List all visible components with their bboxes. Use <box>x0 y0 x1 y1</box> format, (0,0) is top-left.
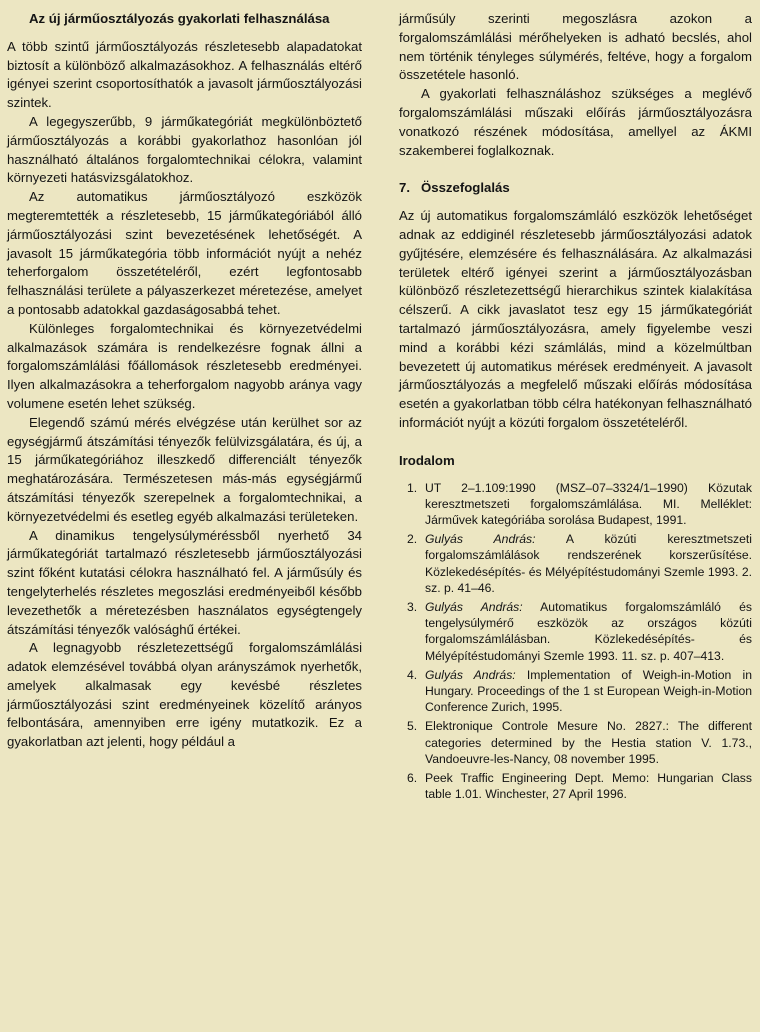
paragraph: Elegendő számú mérés elvégzése után kerülhet sor az egységjármű átszámítási tényezők felülvizsgálatára, és új, a 15 járműkategóriához illeszkedő differenciált tényezők meghatározására. Természetesen más-más egységjármű átszámítási tényezők szerepelnek a forgalomtechnikai, a környezetvédelmi és esetleg egyéb alkalmazási területeken. <box>7 414 362 524</box>
paragraph: járműsúly szerinti megoszlásra azokon a forgalomszámlálási mérőhelyeken is adható becslés, ahol nem történik tényleges súlymérés, feltéve, hogy a forgalom összetétele hasonló. <box>399 11 752 83</box>
reference-item <box>399 667 752 716</box>
reference-item <box>399 770 752 802</box>
paragraph: A dinamikus tengelysúlyméréssből nyerhető 34 járműkategóriát tartalmazó részletesebb járműosztályozási szint főként kutatási célokra használható fel. A járműsúly és tengelyterhelés részletes megoszlási eredményeiből később levezethetők a méretezésben használatos egységtengely átszámítási tényezők valósághű értékei. <box>7 527 362 637</box>
reference-text: Peek Traffic Engineering Dept. Memo: Hungarian Class table 1.01. Winchester, 27 April 1996. <box>425 770 752 802</box>
right-column <box>399 10 752 805</box>
left-column <box>7 10 362 752</box>
reference-text: A közúti keresztmetszeti forgalomszámlálások rendszerének korszerűsítése. Közlekedésépítés- és Mélyépítéstudományi Szemle 1993. 2. sz. p. 41–46. <box>425 532 752 595</box>
reference-number: 1. <box>407 480 418 495</box>
paragraph: A gyakorlati felhasználáshoz szükséges a meglévő forgalomszámlálási műszaki előírás járműosztályozásra vonatkozó részének módosítása, amellyel az ÁKMI szakemberei foglalkoznak. <box>399 86 752 158</box>
reference-item <box>399 531 752 596</box>
paragraph: A legegyszerűbb, 9 járműkategóriát megkülönböztető járműosztályozás a korábbi gyakorlathoz hasonlóan jól használható általános forgalomtechnikai célokra, valamint környezeti hatásvizsgálatokhoz. <box>7 113 362 186</box>
reference-number: 6. <box>407 770 418 785</box>
reference-item <box>399 718 752 767</box>
reference-number: 3. <box>407 599 418 614</box>
reference-item <box>399 480 752 529</box>
references-heading: Irodalom <box>399 452 455 468</box>
section-6-heading <box>7 10 362 29</box>
reference-text: Implementation of Weigh-in-Motion in Hungary. Proceedings of the 1 st European Weigh-in-Motion Conference Zurich, 1995. <box>425 667 752 715</box>
paragraph: A legnagyobb részletezettségű forgalomszámlálási adatok elemzésével továbbá olyan arányszámok nyerhetők, amelyek alkalmasak egy kevésbé részletes járműosztályozási szint eredményeinek közelítő arányos felbontására, amennyiben erre igény mutatkozik. Ez a gyakorlatban azt jelenti, hogy például a <box>7 640 362 750</box>
section-6-title: Az új járműosztályozás gyakorlati felhasználása <box>29 11 330 26</box>
reference-author: Gulyás András: <box>425 532 536 547</box>
paragraph: Az automatikus járműosztályozó eszközök megteremtették a részletesebb, 15 járműkategóriából álló járműosztályozási szint bevezetésének lehetőségét. A javasolt 15 járműkategória több információt nyújt a nehéz teherforgalom összetételéről, ezért legfontosabb felhasználási területe a pályaszerkezet méretezése, amelyet a pontosabb adatokkal gazdaságosabbá tehet. <box>7 189 362 317</box>
reference-author: Gulyás András: <box>425 599 523 614</box>
reference-author: Gulyás András: <box>425 667 516 682</box>
reference-number: 2. <box>407 532 418 547</box>
section-7-number: 7. <box>399 180 410 196</box>
section-7-heading <box>399 179 752 198</box>
reference-text: Automatikus forgalomszámláló és tengelysúlymérő eszközök az országos közúti forgalomszámlálásban. Közlekedésépítés- és Mélyépítéstudományi Szemle 1993. 11. sz. p. 407–413. <box>425 599 752 663</box>
reference-text: UT 2–1.109:1990 (MSZ–07–3324/1–1990) Közutak keresztmetszeti forgalomszámlálása. MI. Melléklet: Járművek kategóriába sorolása Budapest, 1991. <box>425 480 752 527</box>
section-7-title: Összefoglalás <box>421 180 510 196</box>
paragraph: Különleges forgalomtechnikai és környezetvédelmi alkalmazások számára is rendelkezésre fognak állni a forgalomszámlálási főállomások részletesebb eredményei. Ilyen alkalmazásokra a teherforgalom nagyobb aránya vagy volumene esetén lehet szükség. <box>7 320 362 411</box>
reference-text: Elektronique Controle Mesure No. 2827.: The different categories determined by the Hestia station V. 1.73., Vandoeuvre-les-Nancy, 08 november 1995. <box>425 719 752 766</box>
summary-paragraph: Az új automatikus forgalomszámláló eszközök lehetőséget adnak az eddiginél részletesebb járműosztályozási adatok gyűjtésére, elemzésére és felhasználására. Az alkalmazási területek eltérő igényei szerint a járműosztályozásban különböző részletezettségű hierarchikus szintek kialakítása célszerű. A cikk javaslatot tesz egy 15 járműkategóriát tartalmazó járműosztályozásra, amely figyelembe veszi mind a korábbi kézi számlálás, mind a közelmúltban bevezetett új automatikus mérések eredményeit. A javasolt járműosztályozás a megfelelő műszaki előírás módosítása esetén a gyakorlatban több célra hatékonyan felhasználható információt nyújt a közúti forgalom összetételéről. <box>399 208 752 430</box>
section-6-number <box>7 10 29 29</box>
references-list <box>399 480 752 803</box>
reference-number: 5. <box>407 719 418 734</box>
reference-number: 4. <box>407 667 418 682</box>
reference-item <box>399 599 752 664</box>
paragraph: A több szintű járműosztályozás részletesebb alapadatokat biztosít a különböző alkalmazásokhoz. A felhasználás eltérő igényei szerint csoportosíthatók a javasolt járműosztályozási szintek. <box>7 38 362 111</box>
